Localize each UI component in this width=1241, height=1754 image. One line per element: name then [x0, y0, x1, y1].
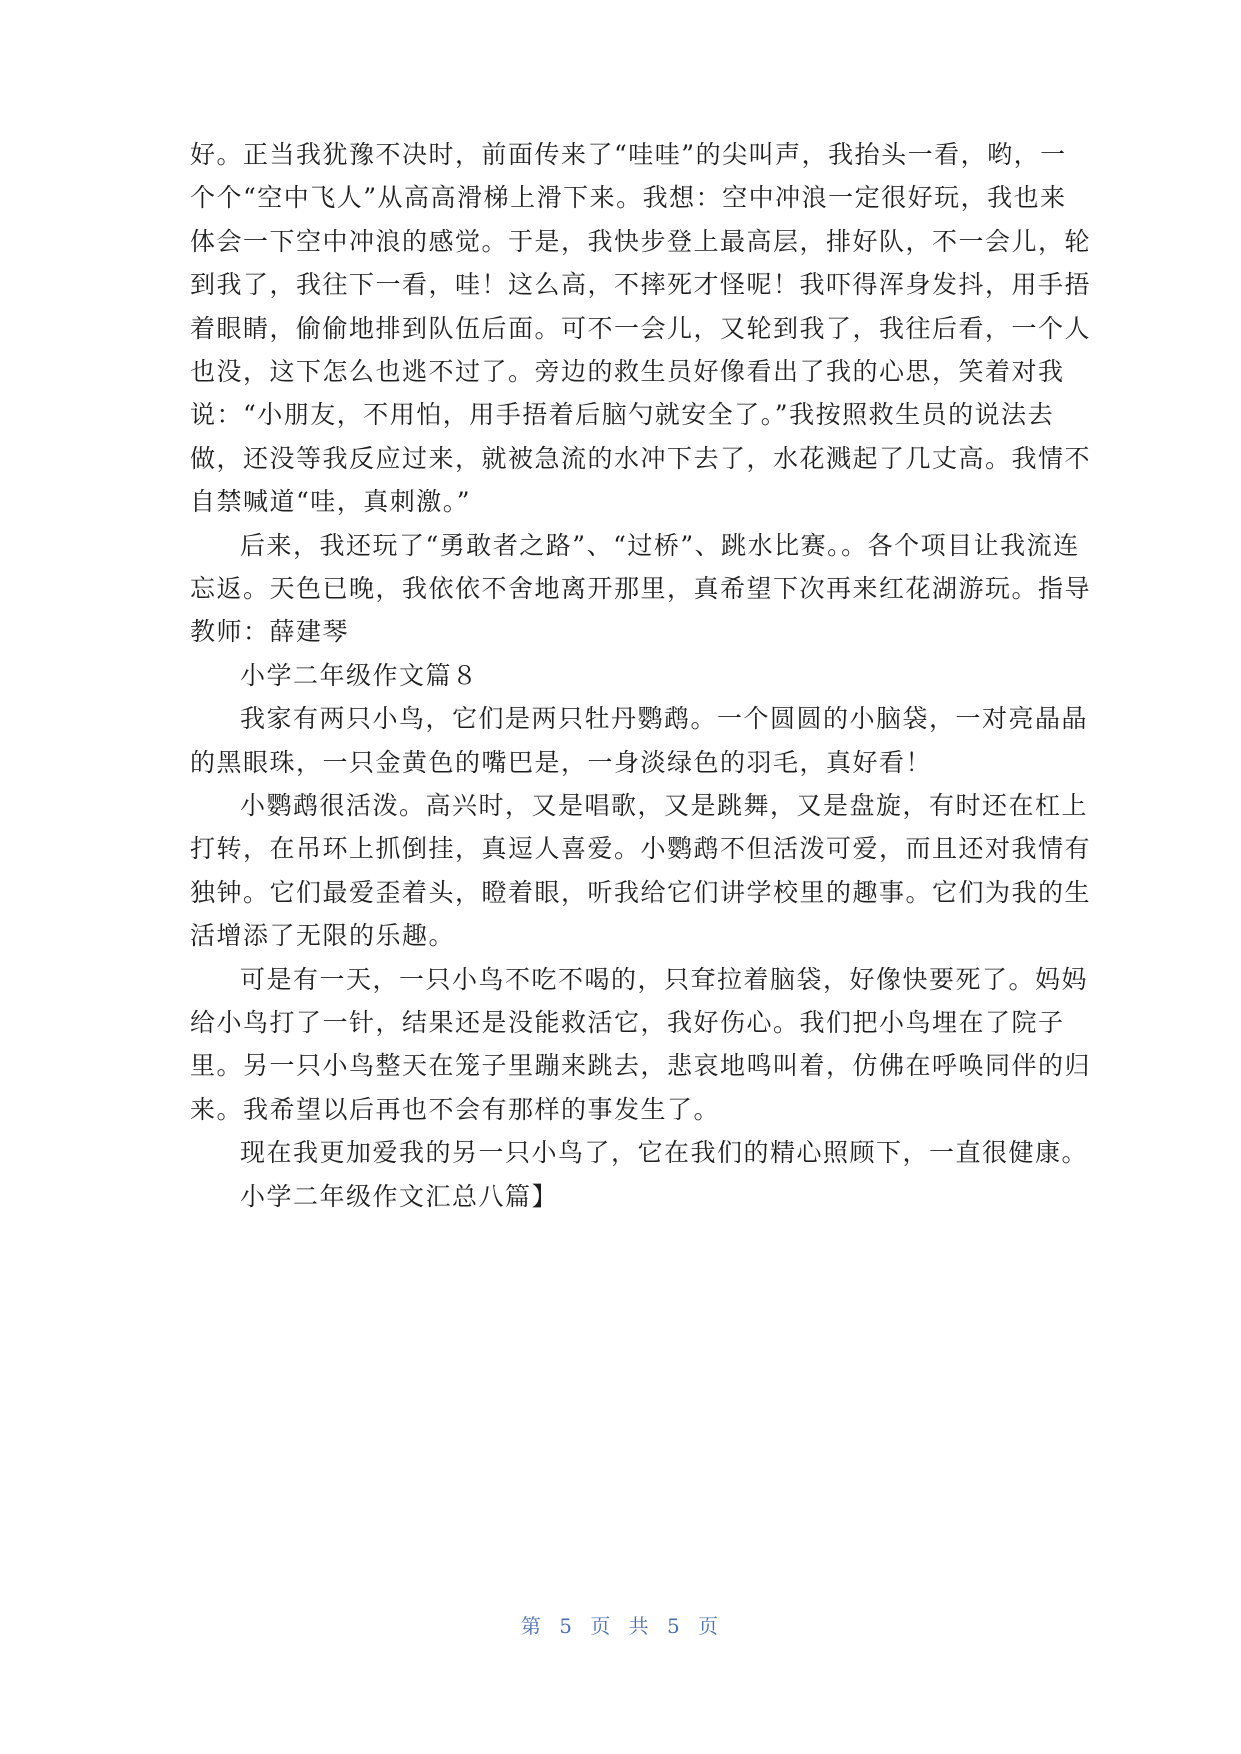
text-line: 现在我更加爱我的另一只小鸟了，它在我们的精心照顾下，一直很健康。 [240, 1138, 1089, 1168]
text-line: 做，还没等我反应过来，就被急流的水冲下去了，水花溅起了几丈高。我情不 [190, 443, 1092, 473]
text-line: 可是有一天，一只小鸟不吃不喝的，只耷拉着脑袋，好像快要死了。妈妈 [240, 964, 1089, 994]
text-line: 里。另一只小鸟整天在笼子里蹦来跳去，悲哀地鸣叫着，仿佛在呼唤同伴的归 [190, 1051, 1092, 1081]
text-line: 来。我希望以后再也不会有那样的事发生了。 [190, 1094, 721, 1124]
text-line: 自禁喊道“哇，真刺激。” [190, 487, 472, 517]
text-line: 体会一下空中冲浪的感觉。于是，我快步登上最高层，排好队，不一会儿，轮 [190, 226, 1092, 256]
text-line: 给小鸟打了一针，结果还是没能救活它，我好伤心。我们把小鸟埋在了院子 [190, 1008, 1065, 1037]
text-line: 的黑眼珠，一只金黄色的嘴巴是，一身淡绿色的羽毛，真好看！ [190, 747, 933, 777]
text-line: 说：“小朋友，不用怕，用手捂着后脑勺就安全了。”我按照救生员的说法去 [190, 400, 1055, 430]
text-line: 小鹦鹉很活泼。高兴时，又是唱歌，又是跳舞，又是盘旋，有时还在杠上 [240, 791, 1089, 820]
text-line: 打转，在吊环上抓倒挂，真逗人喜爱。小鹦鹉不但活泼可爱，而且还对我情有 [190, 834, 1092, 864]
text-line: 到我了，我往下一看，哇！这么高，不摔死才怪呢！我吓得浑身发抖，用手捂 [190, 270, 1092, 300]
text-line: 个个“空中飞人”从高高滑梯上滑下来。我想：空中冲浪一定很好玩，我也来 [190, 183, 1067, 213]
text-line: 我家有两只小鸟，它们是两只牡丹鹦鹉。一个圆圆的小脑袋，一对亮晶晶 [240, 704, 1089, 734]
text-line: 教师：薛建琴 [190, 617, 350, 647]
page-footer: 第 5 页 共 5 页 [520, 1614, 721, 1638]
text-line: 着眼睛，偷偷地排到队伍后面。可不一会儿，又轮到我了，我往后看，一个人 [190, 313, 1092, 343]
text-line: 忘返。天色已晚，我依依不舍地离开那里，真希望下次再来红花湖游玩。指导 [190, 574, 1092, 603]
text-line: 好。正当我犹豫不决时，前面传来了“哇哇”的尖叫声，我抬头一看，哟，一 [190, 140, 1067, 169]
text-line: 小学二年级作文篇８ [240, 660, 479, 690]
text-line: 活增添了无限的乐趣。 [190, 921, 456, 951]
text-line: 独钟。它们最爱歪着头，瞪着眼，听我给它们讲学校里的趣事。它们为我的生 [190, 877, 1092, 907]
text-line: 也没，这下怎么也逃不过了。旁边的救生员好像看出了我的心思，笑着对我 [190, 357, 1065, 386]
text-line: 后来，我还玩了“勇敢者之路”、“过桥”、跳水比赛。。各个项目让我流连 [240, 530, 1080, 560]
text-line: 小学二年级作文汇总八篇】 [240, 1181, 559, 1211]
